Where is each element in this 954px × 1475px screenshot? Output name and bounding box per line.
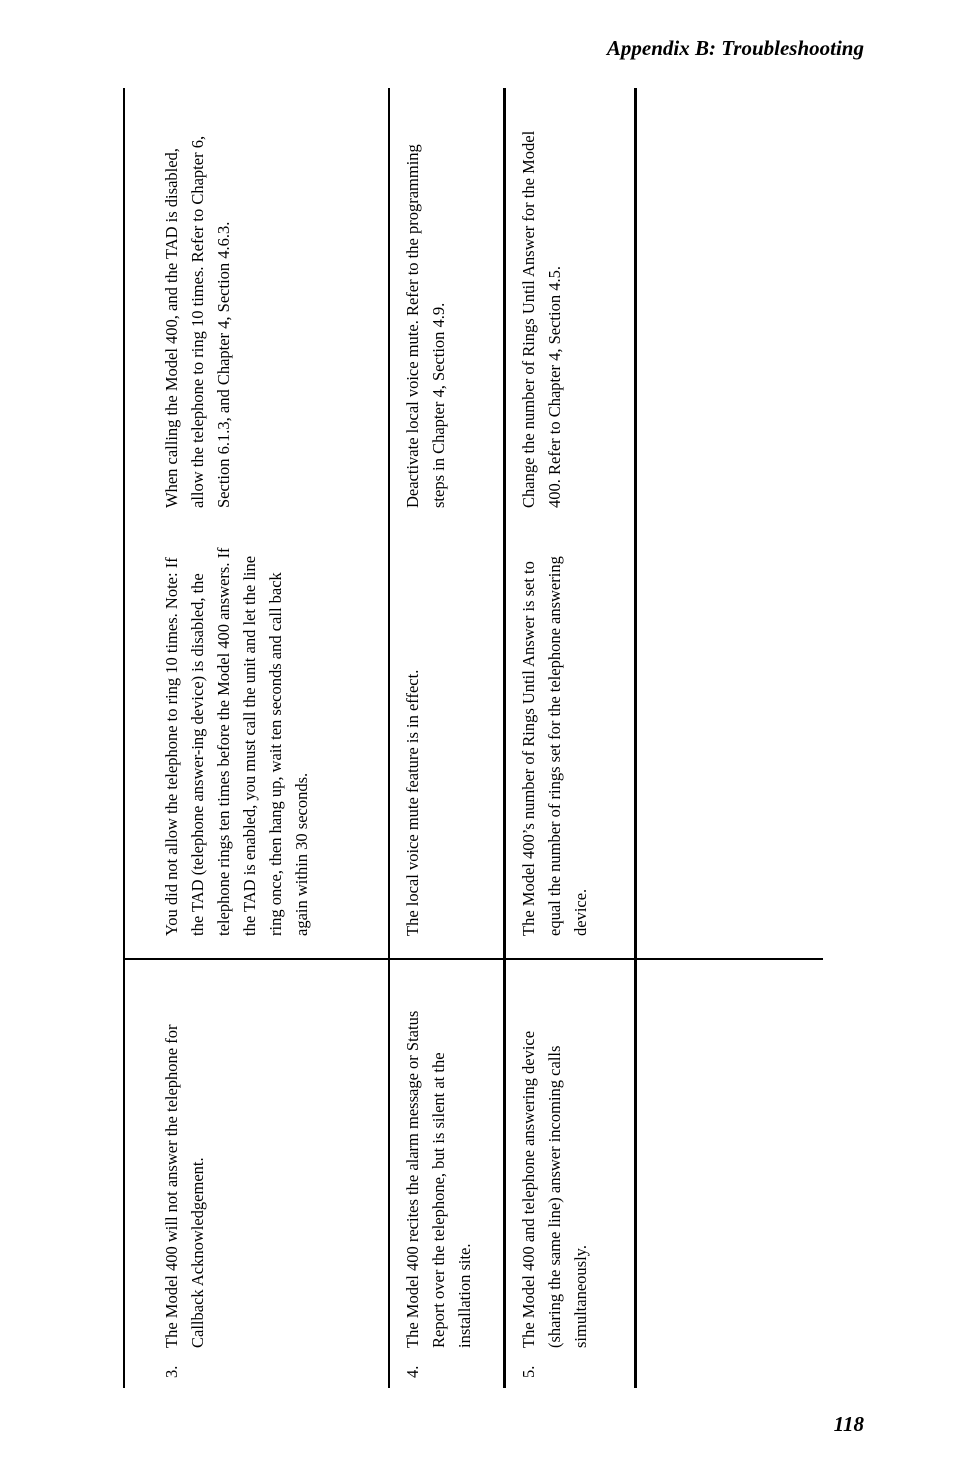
- solution-cell: When calling the Model 400, and the TAD is disabled, allow the telephone to ring 10 times. Refer to Chapter 6, Section 6.1.3, and Chapter 4, Section 4.6.3.: [162, 135, 233, 508]
- page-number: 118: [833, 1412, 864, 1436]
- solution-cell: Change the number of Rings Until Answer for the Model 400. Refer to Chapter 4, Section 4.5.: [519, 130, 564, 508]
- problem-cell: The Model 400 will not answer the telephone for Callback Acknowledgement.: [162, 1024, 207, 1348]
- table-row: [123, 88, 390, 1388]
- row-number: 4.: [403, 1365, 422, 1378]
- page-header: Appendix B: Troubleshooting: [606, 36, 864, 60]
- problem-cell: The Model 400 and telephone answering device (sharing the same line) answer incoming calls simultaneously.: [519, 1030, 590, 1348]
- cause-cell: The local voice mute feature is in effect.: [403, 669, 422, 936]
- cause-cell: You did not allow the telephone to ring 10 times. Note: If the TAD (telephone answer-ing device) is disabled, the telephone rings ten times before the Model 400 answers. If the TAD is enabled, you must call the unit and let the line ring once, then hang up, wait ten seconds and call back again within 30 seconds.: [162, 547, 311, 936]
- cause-cell: The Model 400’s number of Rings Until Answer is set to equal the number of rings set for the telephone answering device.: [519, 556, 590, 936]
- row-number: 5.: [519, 1365, 538, 1378]
- table-row: [390, 88, 506, 1388]
- row-number: 3.: [162, 1365, 181, 1378]
- solution-cell: Deactivate local voice mute. Refer to the programming steps in Chapter 4, Section 4.9.: [403, 144, 448, 508]
- table-row: [506, 88, 637, 1388]
- problem-cell: The Model 400 recites the alarm message or Status Report over the telephone, but is silent at the installation site.: [403, 1010, 474, 1348]
- troubleshooting-table: [123, 88, 863, 1388]
